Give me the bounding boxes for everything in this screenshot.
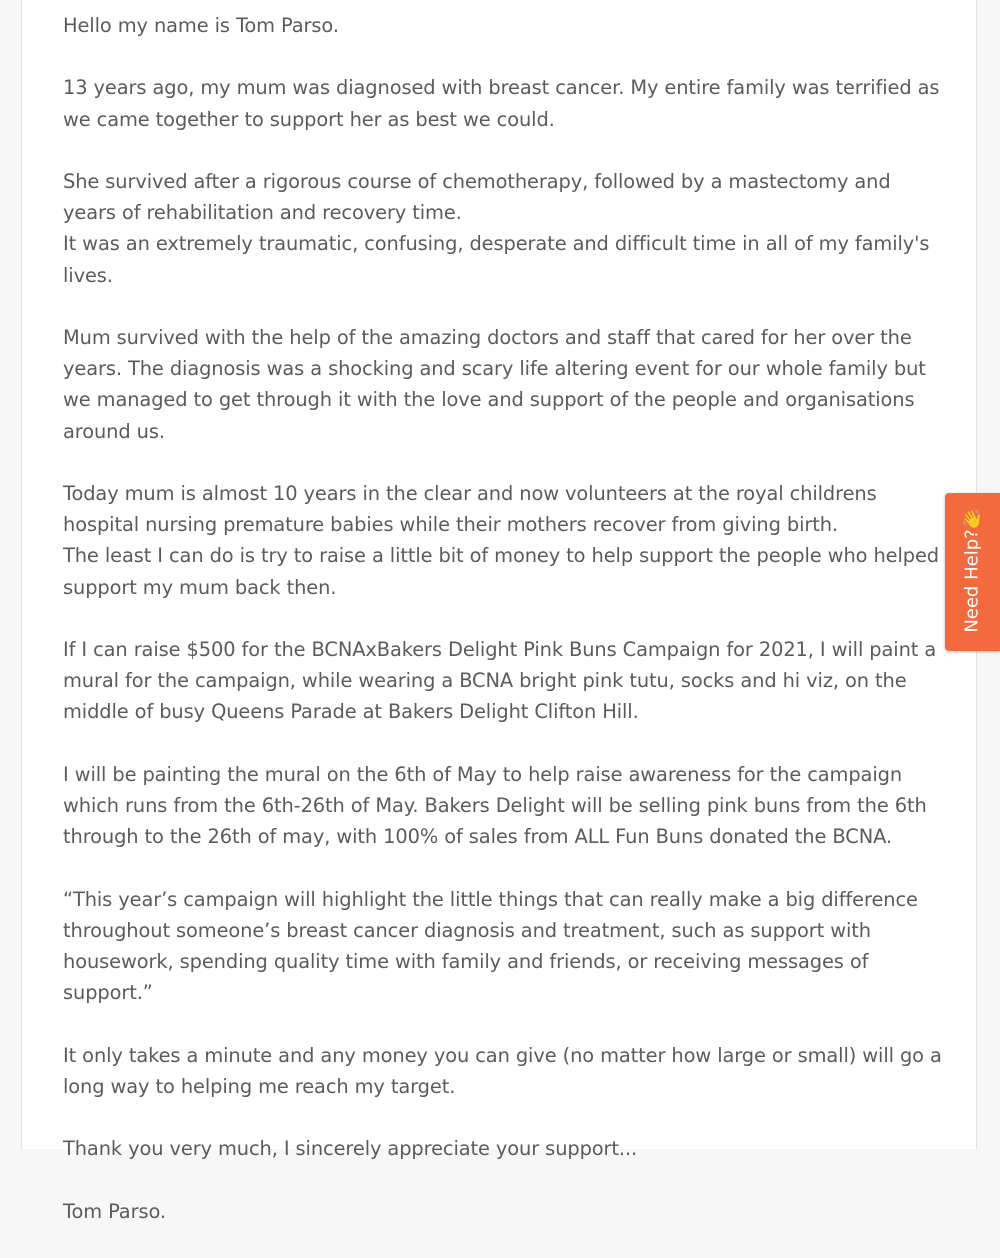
story-paragraph-goal: If I can raise $500 for the BCNAxBakers Delight Pink Buns Campaign for 2021, I will paint a mural for the campaign, while wearing a BCNA bright pink tutu, socks and hi viz, on the middle of busy Queens Parade at Bakers Delight Clifton Hill. [63,637,937,724]
story-paragraph-thanks: Thank you very much, I sincerely appreciate your support... [63,1137,638,1161]
need-help-button[interactable] [945,493,1000,651]
story-paragraph-ask: It only takes a minute and any money you can give (no matter how large or small) will go a long way to helping me reach my target. [63,1043,942,1098]
story-paragraph-today: Today mum is almost 10 years in the clear and now volunteers at the royal childrens hospital nursing premature babies while their mothers recover from giving birth. The least I can do is try to raise a little bit of money to help support the people who helped support my mum back then. [63,481,940,599]
story-paragraph-treatment: She survived after a rigorous course of chemotherapy, followed by a mastectomy and years of rehabilitation and recovery time. It was an extremely traumatic, confusing, desperate and difficult time in all of my family's lives. [63,169,930,287]
fundraiser-story [63,10,943,1258]
story-paragraph-quote: “This year’s campaign will highlight the little things that can really make a big difference throughout someone’s breast cancer diagnosis and treatment, such as support with housework, spending quality time with family and friends, or receiving messages of support.” [63,887,918,1005]
story-paragraph-mural: I will be painting the mural on the 6th of May to help raise awareness for the campaign which runs from the 6th-26th of May. Bakers Delight will be selling pink buns from the 6th through to the 26th of may, with 100% of sales from ALL Fun Buns donated the BCNA. [63,762,927,849]
story-card [21,0,977,1223]
need-help-label: Need Help? [961,529,983,633]
waving-hand-icon: 👋 [961,509,984,529]
story-paragraph-greeting: Hello my name is Tom Parso. [63,14,339,37]
story-paragraph-signature: Tom Parso. [63,1199,166,1223]
story-paragraph-survival: Mum survived with the help of the amazing doctors and staff that cared for her over the years. The diagnosis was a shocking and scary life altering event for our whole family but we managed to get through it with the love and support of the people and organisations around us. [63,325,926,443]
story-paragraph-diagnosis: 13 years ago, my mum was diagnosed with breast cancer. My entire family was terrified as we came together to support her as best we could. [63,76,940,131]
